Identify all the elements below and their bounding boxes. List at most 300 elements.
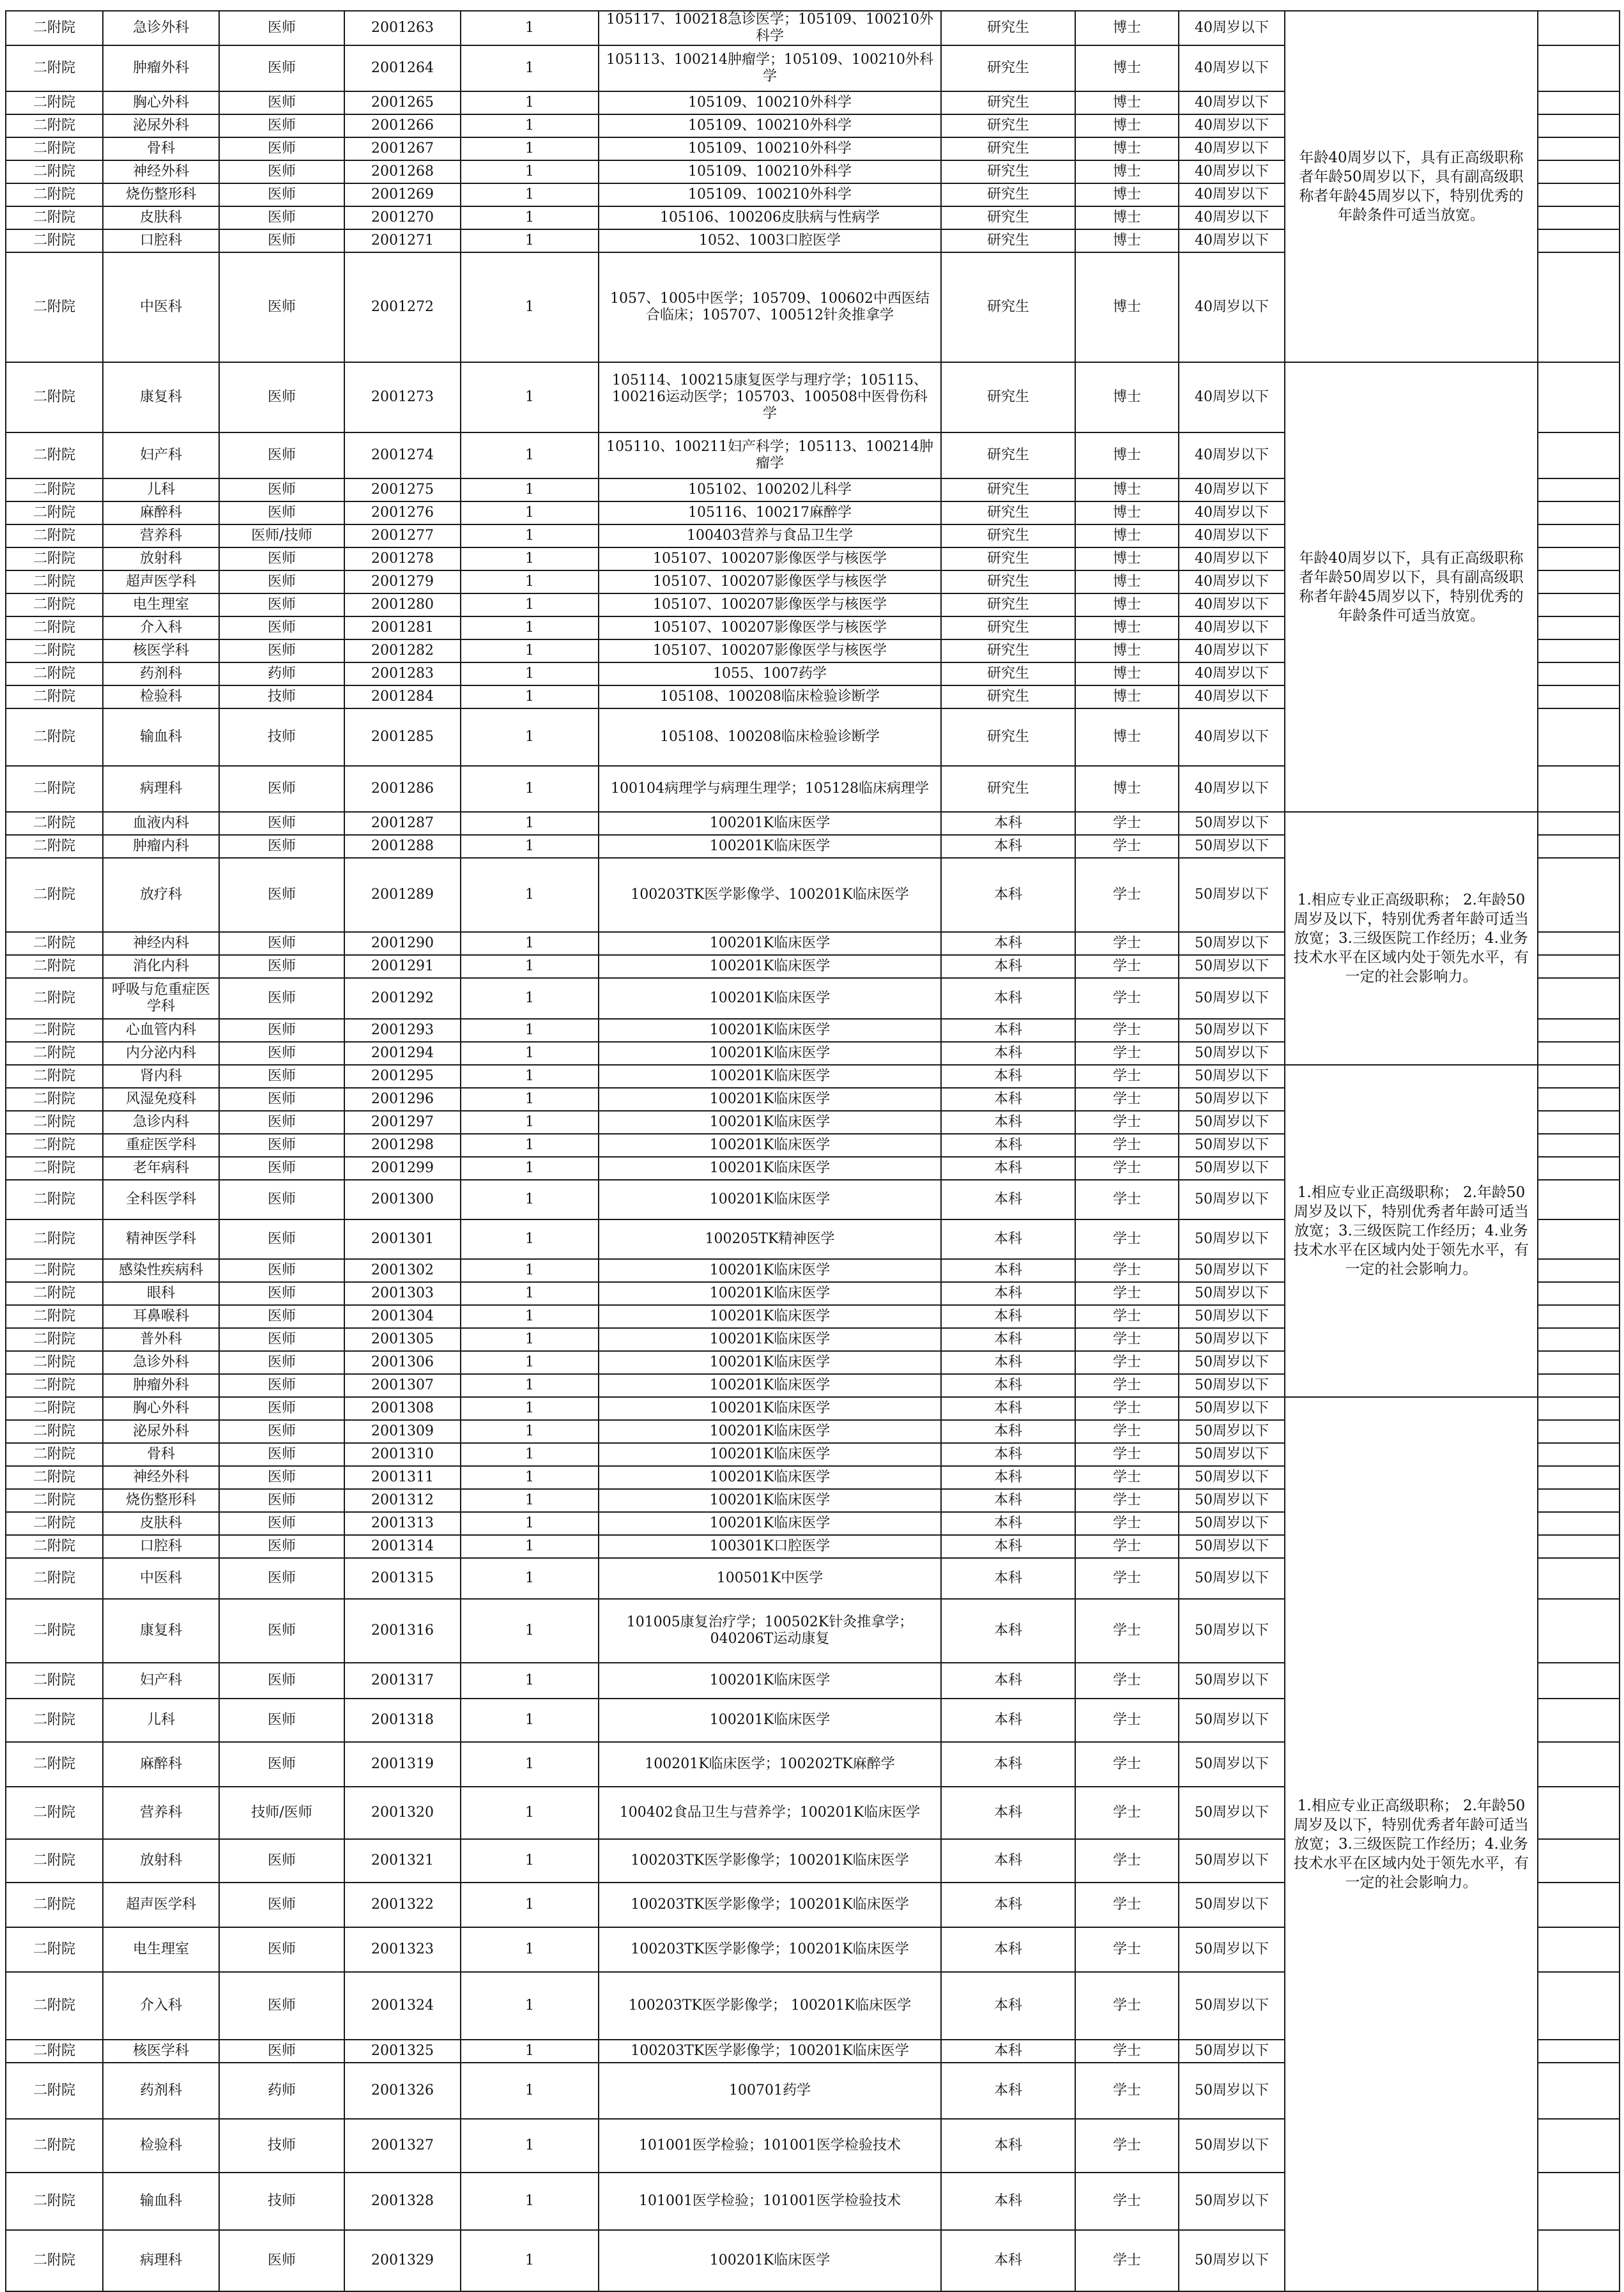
hospital-cell: 二附院 (6, 1157, 103, 1180)
degree-cell: 学士 (1075, 1019, 1179, 1042)
hospital-cell: 二附院 (6, 114, 103, 137)
major-cell: 100402食品卫生与营养学；100201K临床医学 (599, 1787, 941, 1839)
major-cell: 105109、100210外科学 (599, 160, 941, 183)
hospital-cell: 二附院 (6, 1599, 103, 1663)
age-limit-cell: 50周岁以下 (1179, 1180, 1285, 1219)
position-cell: 医师 (219, 1088, 344, 1111)
major-cell: 100203TK医学影像学；100201K临床医学 (599, 1839, 941, 1883)
hospital-cell: 二附院 (6, 252, 103, 362)
major-cell: 101005康复治疗学；100502K针灸推拿学；040206T运动康复 (599, 1599, 941, 1663)
remarks-cell (1538, 1259, 1620, 1282)
post-code-cell: 2001271 (344, 229, 461, 252)
department-cell: 普外科 (103, 1328, 219, 1351)
department-cell: 介入科 (103, 616, 219, 639)
post-code-cell: 2001329 (344, 2230, 461, 2291)
remarks-cell (1538, 1558, 1620, 1599)
position-cell: 医师 (219, 160, 344, 183)
recruitment-table (5, 10, 1620, 2292)
degree-cell: 学士 (1075, 1065, 1179, 1088)
education-cell: 本科 (941, 812, 1075, 835)
major-cell: 100203TK医学影像学； 100201K临床医学 (599, 1972, 941, 2040)
age-limit-cell: 50周岁以下 (1179, 1443, 1285, 1466)
department-cell: 营养科 (103, 1787, 219, 1839)
post-code-cell: 2001286 (344, 766, 461, 812)
remarks-cell (1538, 932, 1620, 955)
hospital-cell: 二附院 (6, 1351, 103, 1374)
department-cell: 儿科 (103, 1699, 219, 1742)
position-cell: 医师 (219, 978, 344, 1019)
post-code-cell: 2001272 (344, 252, 461, 362)
remarks-cell (1538, 1466, 1620, 1489)
age-limit-cell: 50周岁以下 (1179, 1663, 1285, 1699)
headcount-cell: 1 (461, 1512, 599, 1535)
department-cell: 介入科 (103, 1972, 219, 2040)
position-cell: 医师 (219, 1443, 344, 1466)
age-limit-cell: 50周岁以下 (1179, 1042, 1285, 1065)
remarks-cell (1538, 1219, 1620, 1259)
education-cell: 本科 (941, 1397, 1075, 1420)
education-cell: 本科 (941, 1742, 1075, 1787)
hospital-cell: 二附院 (6, 45, 103, 91)
post-code-cell: 2001298 (344, 1134, 461, 1157)
education-cell: 研究生 (941, 593, 1075, 616)
education-cell: 本科 (941, 858, 1075, 932)
age-limit-cell: 40周岁以下 (1179, 593, 1285, 616)
remarks-cell (1538, 1019, 1620, 1042)
hospital-cell: 二附院 (6, 1134, 103, 1157)
headcount-cell: 1 (461, 708, 599, 766)
degree-cell: 学士 (1075, 955, 1179, 978)
post-code-cell: 2001304 (344, 1305, 461, 1328)
major-cell: 100201K临床医学 (599, 978, 941, 1019)
age-limit-cell: 50周岁以下 (1179, 1328, 1285, 1351)
post-code-cell: 2001278 (344, 547, 461, 570)
department-cell: 耳鼻喉科 (103, 1305, 219, 1328)
post-code-cell: 2001290 (344, 932, 461, 955)
headcount-cell: 1 (461, 593, 599, 616)
remarks-cell (1538, 1663, 1620, 1699)
department-cell: 核医学科 (103, 2040, 219, 2063)
education-cell: 本科 (941, 1282, 1075, 1305)
remarks-cell (1538, 858, 1620, 932)
post-code-cell: 2001287 (344, 812, 461, 835)
headcount-cell: 1 (461, 932, 599, 955)
education-cell: 本科 (941, 1839, 1075, 1883)
major-cell: 100104病理学与病理生理学；105128临床病理学 (599, 766, 941, 812)
education-cell: 本科 (941, 1219, 1075, 1259)
requirements-note-cell: 1.相应专业正高级职称； 2.年龄50周岁及以下，特别优秀者年龄可适当放宽；3.三级医院工作经历；4.业务技术水平在区域内处于领先水平，有一定的社会影响力。 (1285, 1397, 1538, 2291)
department-cell: 烧伤整形科 (103, 1489, 219, 1512)
remarks-cell (1538, 524, 1620, 547)
degree-cell: 学士 (1075, 1787, 1179, 1839)
remarks-cell (1538, 662, 1620, 685)
degree-cell: 学士 (1075, 1305, 1179, 1328)
major-cell: 105114、100215康复医学与理疗学；105115、100216运动医学；105703、100508中医骨伤科学 (599, 362, 941, 432)
degree-cell: 博士 (1075, 206, 1179, 229)
major-cell: 105108、100208临床检验诊断学 (599, 685, 941, 708)
remarks-cell (1538, 1374, 1620, 1397)
degree-cell: 学士 (1075, 1663, 1179, 1699)
major-cell: 100205TK精神医学 (599, 1219, 941, 1259)
remarks-cell (1538, 593, 1620, 616)
department-cell: 检验科 (103, 685, 219, 708)
headcount-cell: 1 (461, 1088, 599, 1111)
department-cell: 风湿免疫科 (103, 1088, 219, 1111)
post-code-cell: 2001277 (344, 524, 461, 547)
major-cell: 100201K临床医学 (599, 955, 941, 978)
major-cell: 100201K临床医学 (599, 1259, 941, 1282)
degree-cell: 博士 (1075, 45, 1179, 91)
hospital-cell: 二附院 (6, 955, 103, 978)
position-cell: 医师 (219, 1512, 344, 1535)
education-cell: 研究生 (941, 685, 1075, 708)
department-cell: 口腔科 (103, 229, 219, 252)
degree-cell: 学士 (1075, 1883, 1179, 1927)
headcount-cell: 1 (461, 252, 599, 362)
position-cell: 医师 (219, 835, 344, 858)
major-cell: 100201K临床医学 (599, 2230, 941, 2291)
department-cell: 康复科 (103, 1599, 219, 1663)
hospital-cell: 二附院 (6, 501, 103, 524)
degree-cell: 博士 (1075, 137, 1179, 160)
age-limit-cell: 40周岁以下 (1179, 685, 1285, 708)
post-code-cell: 2001263 (344, 11, 461, 45)
hospital-cell: 二附院 (6, 1065, 103, 1088)
hospital-cell: 二附院 (6, 978, 103, 1019)
table-row (6, 1065, 1620, 1088)
headcount-cell: 1 (461, 137, 599, 160)
education-cell: 本科 (941, 1535, 1075, 1558)
post-code-cell: 2001326 (344, 2063, 461, 2119)
education-cell: 研究生 (941, 183, 1075, 206)
post-code-cell: 2001282 (344, 639, 461, 662)
degree-cell: 学士 (1075, 2063, 1179, 2119)
department-cell: 中医科 (103, 1558, 219, 1599)
hospital-cell: 二附院 (6, 812, 103, 835)
department-cell: 病理科 (103, 2230, 219, 2291)
education-cell: 研究生 (941, 547, 1075, 570)
headcount-cell: 1 (461, 662, 599, 685)
headcount-cell: 1 (461, 501, 599, 524)
hospital-cell: 二附院 (6, 91, 103, 114)
education-cell: 研究生 (941, 91, 1075, 114)
age-limit-cell: 40周岁以下 (1179, 662, 1285, 685)
degree-cell: 学士 (1075, 2040, 1179, 2063)
remarks-cell (1538, 812, 1620, 835)
headcount-cell: 1 (461, 547, 599, 570)
age-limit-cell: 40周岁以下 (1179, 708, 1285, 766)
post-code-cell: 2001301 (344, 1219, 461, 1259)
degree-cell: 学士 (1075, 1259, 1179, 1282)
position-cell: 医师 (219, 1019, 344, 1042)
hospital-cell: 二附院 (6, 685, 103, 708)
department-cell: 放射科 (103, 547, 219, 570)
hospital-cell: 二附院 (6, 662, 103, 685)
age-limit-cell: 50周岁以下 (1179, 1787, 1285, 1839)
headcount-cell: 1 (461, 1282, 599, 1305)
major-cell: 1052、1003口腔医学 (599, 229, 941, 252)
degree-cell: 学士 (1075, 1042, 1179, 1065)
remarks-cell (1538, 1443, 1620, 1466)
post-code-cell: 2001327 (344, 2119, 461, 2173)
hospital-cell: 二附院 (6, 1219, 103, 1259)
degree-cell: 学士 (1075, 1134, 1179, 1157)
hospital-cell: 二附院 (6, 1282, 103, 1305)
post-code-cell: 2001285 (344, 708, 461, 766)
position-cell: 技师 (219, 685, 344, 708)
headcount-cell: 1 (461, 2230, 599, 2291)
age-limit-cell: 50周岁以下 (1179, 1599, 1285, 1663)
age-limit-cell: 50周岁以下 (1179, 1019, 1285, 1042)
post-code-cell: 2001321 (344, 1839, 461, 1883)
education-cell: 本科 (941, 1972, 1075, 2040)
post-code-cell: 2001274 (344, 432, 461, 478)
headcount-cell: 1 (461, 114, 599, 137)
remarks-cell (1538, 91, 1620, 114)
headcount-cell: 1 (461, 362, 599, 432)
major-cell: 100201K临床医学 (599, 812, 941, 835)
position-cell: 医师 (219, 1282, 344, 1305)
headcount-cell: 1 (461, 2063, 599, 2119)
degree-cell: 学士 (1075, 2119, 1179, 2173)
education-cell: 本科 (941, 1699, 1075, 1742)
position-cell: 医师 (219, 137, 344, 160)
remarks-cell (1538, 1883, 1620, 1927)
hospital-cell: 二附院 (6, 766, 103, 812)
hospital-cell: 二附院 (6, 1466, 103, 1489)
education-cell: 研究生 (941, 362, 1075, 432)
position-cell: 医师 (219, 932, 344, 955)
hospital-cell: 二附院 (6, 478, 103, 501)
remarks-cell (1538, 955, 1620, 978)
major-cell: 100501K中医学 (599, 1558, 941, 1599)
position-cell: 医师 (219, 1663, 344, 1699)
education-cell: 本科 (941, 1351, 1075, 1374)
remarks-cell (1538, 1699, 1620, 1742)
hospital-cell: 二附院 (6, 1374, 103, 1397)
headcount-cell: 1 (461, 432, 599, 478)
remarks-cell (1538, 206, 1620, 229)
degree-cell: 学士 (1075, 2230, 1179, 2291)
table-body (6, 11, 1620, 2291)
hospital-cell: 二附院 (6, 1742, 103, 1787)
department-cell: 麻醉科 (103, 1742, 219, 1787)
education-cell: 本科 (941, 1374, 1075, 1397)
education-cell: 本科 (941, 1134, 1075, 1157)
degree-cell: 学士 (1075, 858, 1179, 932)
degree-cell: 学士 (1075, 1535, 1179, 1558)
post-code-cell: 2001316 (344, 1599, 461, 1663)
headcount-cell: 1 (461, 685, 599, 708)
post-code-cell: 2001279 (344, 570, 461, 593)
hospital-cell: 二附院 (6, 1558, 103, 1599)
major-cell: 100203TK医学影像学、100201K临床医学 (599, 858, 941, 932)
major-cell: 100201K临床医学 (599, 1512, 941, 1535)
hospital-cell: 二附院 (6, 432, 103, 478)
department-cell: 放射科 (103, 1839, 219, 1883)
major-cell: 100201K临床医学 (599, 1420, 941, 1443)
position-cell: 医师 (219, 1305, 344, 1328)
remarks-cell (1538, 1111, 1620, 1134)
age-limit-cell: 40周岁以下 (1179, 570, 1285, 593)
hospital-cell: 二附院 (6, 616, 103, 639)
remarks-cell (1538, 570, 1620, 593)
post-code-cell: 2001302 (344, 1259, 461, 1282)
major-cell: 105117、100218急诊医学；105109、100210外科学 (599, 11, 941, 45)
department-cell: 泌尿外科 (103, 1420, 219, 1443)
position-cell: 医师 (219, 1599, 344, 1663)
education-cell: 研究生 (941, 478, 1075, 501)
post-code-cell: 2001283 (344, 662, 461, 685)
major-cell: 100201K临床医学 (599, 1282, 941, 1305)
degree-cell: 博士 (1075, 685, 1179, 708)
education-cell: 本科 (941, 1042, 1075, 1065)
table-row (6, 1397, 1620, 1420)
degree-cell: 学士 (1075, 1420, 1179, 1443)
education-cell: 本科 (941, 1787, 1075, 1839)
remarks-cell (1538, 616, 1620, 639)
education-cell: 本科 (941, 1558, 1075, 1599)
degree-cell: 博士 (1075, 114, 1179, 137)
remarks-cell (1538, 45, 1620, 91)
degree-cell: 博士 (1075, 478, 1179, 501)
education-cell: 研究生 (941, 570, 1075, 593)
post-code-cell: 2001295 (344, 1065, 461, 1088)
major-cell: 100201K临床医学 (599, 1088, 941, 1111)
age-limit-cell: 50周岁以下 (1179, 2173, 1285, 2230)
age-limit-cell: 50周岁以下 (1179, 2119, 1285, 2173)
department-cell: 肿瘤内科 (103, 835, 219, 858)
position-cell: 医师 (219, 501, 344, 524)
department-cell: 眼科 (103, 1282, 219, 1305)
department-cell: 输血科 (103, 708, 219, 766)
headcount-cell: 1 (461, 1787, 599, 1839)
post-code-cell: 2001305 (344, 1328, 461, 1351)
age-limit-cell: 40周岁以下 (1179, 252, 1285, 362)
age-limit-cell: 50周岁以下 (1179, 858, 1285, 932)
position-cell: 医师 (219, 616, 344, 639)
major-cell: 100403营养与食品卫生学 (599, 524, 941, 547)
degree-cell: 博士 (1075, 229, 1179, 252)
position-cell: 技师 (219, 2119, 344, 2173)
headcount-cell: 1 (461, 616, 599, 639)
major-cell: 105109、100210外科学 (599, 91, 941, 114)
age-limit-cell: 50周岁以下 (1179, 1065, 1285, 1088)
position-cell: 医师 (219, 478, 344, 501)
hospital-cell: 二附院 (6, 932, 103, 955)
major-cell: 105113、100214肿瘤学；105109、100210外科学 (599, 45, 941, 91)
department-cell: 病理科 (103, 766, 219, 812)
major-cell: 105107、100207影像医学与核医学 (599, 570, 941, 593)
age-limit-cell: 50周岁以下 (1179, 1374, 1285, 1397)
hospital-cell: 二附院 (6, 2230, 103, 2291)
age-limit-cell: 50周岁以下 (1179, 1699, 1285, 1742)
degree-cell: 博士 (1075, 11, 1179, 45)
major-cell: 105106、100206皮肤病与性病学 (599, 206, 941, 229)
age-limit-cell: 50周岁以下 (1179, 2063, 1285, 2119)
hospital-cell: 二附院 (6, 1839, 103, 1883)
degree-cell: 学士 (1075, 978, 1179, 1019)
age-limit-cell: 40周岁以下 (1179, 229, 1285, 252)
post-code-cell: 2001318 (344, 1699, 461, 1742)
department-cell: 老年病科 (103, 1157, 219, 1180)
age-limit-cell: 40周岁以下 (1179, 114, 1285, 137)
education-cell: 研究生 (941, 45, 1075, 91)
education-cell: 本科 (941, 1466, 1075, 1489)
degree-cell: 学士 (1075, 1088, 1179, 1111)
position-cell: 技师 (219, 708, 344, 766)
age-limit-cell: 40周岁以下 (1179, 160, 1285, 183)
major-cell: 100701药学 (599, 2063, 941, 2119)
education-cell: 研究生 (941, 639, 1075, 662)
age-limit-cell: 40周岁以下 (1179, 45, 1285, 91)
education-cell: 本科 (941, 1883, 1075, 1927)
remarks-cell (1538, 501, 1620, 524)
age-limit-cell: 50周岁以下 (1179, 812, 1285, 835)
position-cell: 药师 (219, 2063, 344, 2119)
degree-cell: 学士 (1075, 1351, 1179, 1374)
headcount-cell: 1 (461, 45, 599, 91)
hospital-cell: 二附院 (6, 1397, 103, 1420)
degree-cell: 博士 (1075, 593, 1179, 616)
department-cell: 肿瘤外科 (103, 45, 219, 91)
hospital-cell: 二附院 (6, 1042, 103, 1065)
position-cell: 医师 (219, 766, 344, 812)
age-limit-cell: 40周岁以下 (1179, 91, 1285, 114)
education-cell: 本科 (941, 1443, 1075, 1466)
age-limit-cell: 50周岁以下 (1179, 1742, 1285, 1787)
education-cell: 本科 (941, 1019, 1075, 1042)
requirements-note-cell: 年龄40周岁以下，具有正高级职称者年龄50周岁以下，具有副高级职称者年龄45周岁以下，特别优秀的年龄条件可适当放宽。 (1285, 11, 1538, 362)
remarks-cell (1538, 478, 1620, 501)
post-code-cell: 2001269 (344, 183, 461, 206)
department-cell: 口腔科 (103, 1535, 219, 1558)
major-cell: 101001医学检验；101001医学检验技术 (599, 2119, 941, 2173)
degree-cell: 学士 (1075, 1839, 1179, 1883)
remarks-cell (1538, 1134, 1620, 1157)
position-cell: 医师 (219, 1180, 344, 1219)
degree-cell: 学士 (1075, 1699, 1179, 1742)
department-cell: 神经外科 (103, 1466, 219, 1489)
age-limit-cell: 50周岁以下 (1179, 1420, 1285, 1443)
headcount-cell: 1 (461, 1663, 599, 1699)
major-cell: 105107、100207影像医学与核医学 (599, 639, 941, 662)
degree-cell: 学士 (1075, 1397, 1179, 1420)
hospital-cell: 二附院 (6, 1180, 103, 1219)
degree-cell: 学士 (1075, 1972, 1179, 2040)
department-cell: 全科医学科 (103, 1180, 219, 1219)
degree-cell: 学士 (1075, 812, 1179, 835)
remarks-cell (1538, 2230, 1620, 2291)
post-code-cell: 2001293 (344, 1019, 461, 1042)
department-cell: 皮肤科 (103, 1512, 219, 1535)
degree-cell: 学士 (1075, 1742, 1179, 1787)
remarks-cell (1538, 2119, 1620, 2173)
post-code-cell: 2001317 (344, 1663, 461, 1699)
degree-cell: 博士 (1075, 524, 1179, 547)
department-cell: 骨科 (103, 137, 219, 160)
age-limit-cell: 40周岁以下 (1179, 362, 1285, 432)
post-code-cell: 2001291 (344, 955, 461, 978)
position-cell: 医师 (219, 858, 344, 932)
major-cell: 100201K临床医学 (599, 1489, 941, 1512)
remarks-cell (1538, 1157, 1620, 1180)
hospital-cell: 二附院 (6, 229, 103, 252)
department-cell: 输血科 (103, 2173, 219, 2230)
major-cell: 100201K临床医学 (599, 1328, 941, 1351)
department-cell: 中医科 (103, 252, 219, 362)
headcount-cell: 1 (461, 1042, 599, 1065)
